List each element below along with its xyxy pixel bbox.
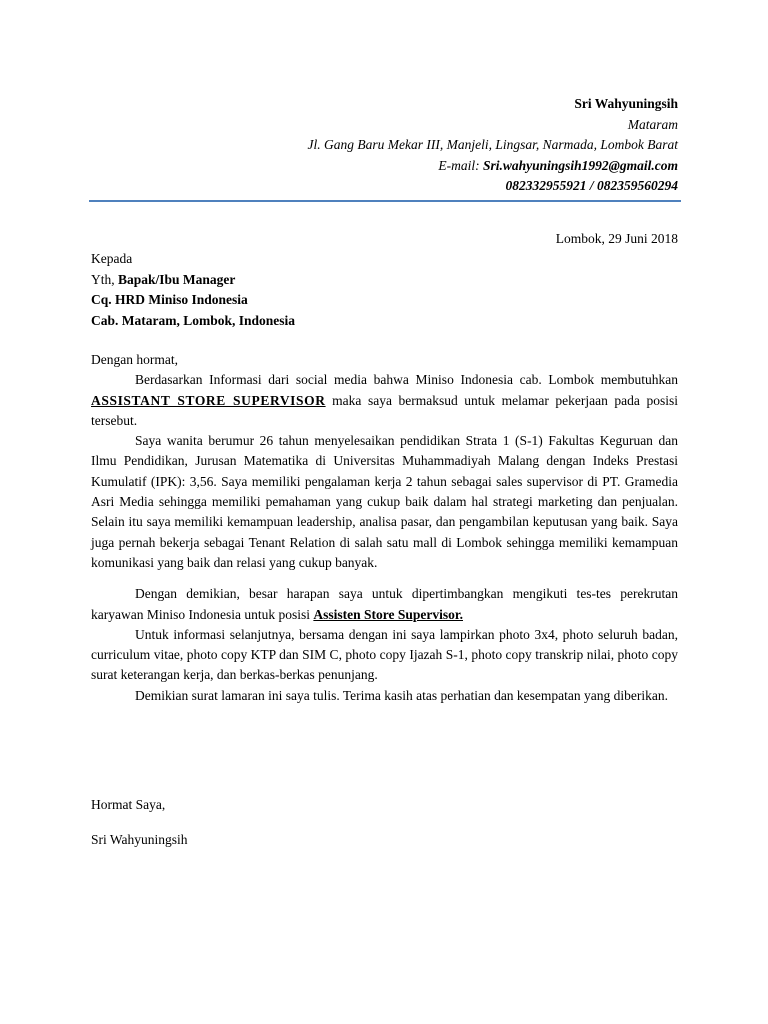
closing-regards: Hormat Saya, [91,797,166,812]
recipient-name: Bapak/Ibu Manager [118,271,236,287]
paragraph-4: Untuk informasi selanjutnya, bersama dengan ini saya lampirkan photo 3x4, photo seluruh badan, curriculum vitae, photo copy KTP dan SIM C, photo copy Ijazah S-1, photo copy transkrip nilai, photo copy surat keterangan kerja, dan berkas-berkas penunjang. [91,626,678,683]
paragraph-gap [91,573,678,584]
sender-city: Mataram [627,116,678,132]
sender-email: Sri.wahyuningsih1992@gmail.com [482,157,678,173]
position-title: ASSISTANT STORE SUPERVISOR [91,392,326,408]
recipient-block [91,249,295,331]
sender-address: Jl. Gang Baru Mekar III, Manjeli, Lingsar, Narmada, Lombok Barat [307,137,678,152]
email-label: E-mail: [438,157,483,173]
paragraph-1-start: Berdasarkan Informasi dari social media bahwa Miniso Indonesia cab. Lombok membutuhkan [135,372,678,388]
recipient-yth-line [91,270,295,291]
sender-email-line [90,156,678,177]
salutation: Dengan hormat, [91,352,178,367]
paragraph-1 [91,370,678,431]
recipient-to: Kepada [91,251,133,266]
paragraph-3-start: Dengan demikian, besar harapan saya untuk dipertimbangkan mengikuti tes-tes perekrutan karyawan Miniso Indonesia untuk posisi [91,586,678,622]
signer-name: Sri Wahyuningsih [91,832,188,847]
header-divider [89,200,681,202]
paragraph-5: Demikian surat lamaran ini saya tulis. Terima kasih atas perhatian dan kesempatan yang diberikan. [135,687,669,703]
letter-body [91,350,678,706]
paragraph-3 [91,584,678,625]
recipient-branch: Cab. Mataram, Lombok, Indonesia [91,312,296,328]
sender-phone: 082332955921 / 082359560294 [505,178,678,193]
letter-header [90,94,678,197]
recipient-cq: Cq. HRD Miniso Indonesia [91,292,248,307]
sender-name: Sri Wahyuningsih [574,96,678,111]
recipient-yth-prefix: Yth, [91,271,118,287]
letter-date: Lombok, 29 Juni 2018 [555,231,678,246]
paragraph-2: Saya wanita berumur 26 tahun menyelesaikan pendidikan Strata 1 (S-1) Fakultas Keguruan dan Ilmu Pendidikan, Jurusan Matematika di Universitas Muhammadiyah Malang dengan Indeks Prestasi Kumulatif (IPK): 3,56. Saya memiliki pengalaman kerja 2 tahun sebagai sales supervisor di PT. Gramedia Asri Media sehingga memiliki pemahaman yang cukup baik dalam hal strategi marketing dan penjualan. Selain itu saya memiliki kemampuan leadership, analisa pasar, dan pengambilan keputusan yang baik. Saya juga pernah bekerja sebagai Tenant Relation di salah satu mall di Lombok sehingga memiliki kemampuan komunikasi yang baik dan relasi yang cukup banyak. [91,433,678,570]
paragraph-1-end: maka saya bermaksud untuk melamar pekerjaan pada posisi tersebut. [91,392,678,428]
position-title-2: Assisten Store Supervisor. [313,606,463,622]
